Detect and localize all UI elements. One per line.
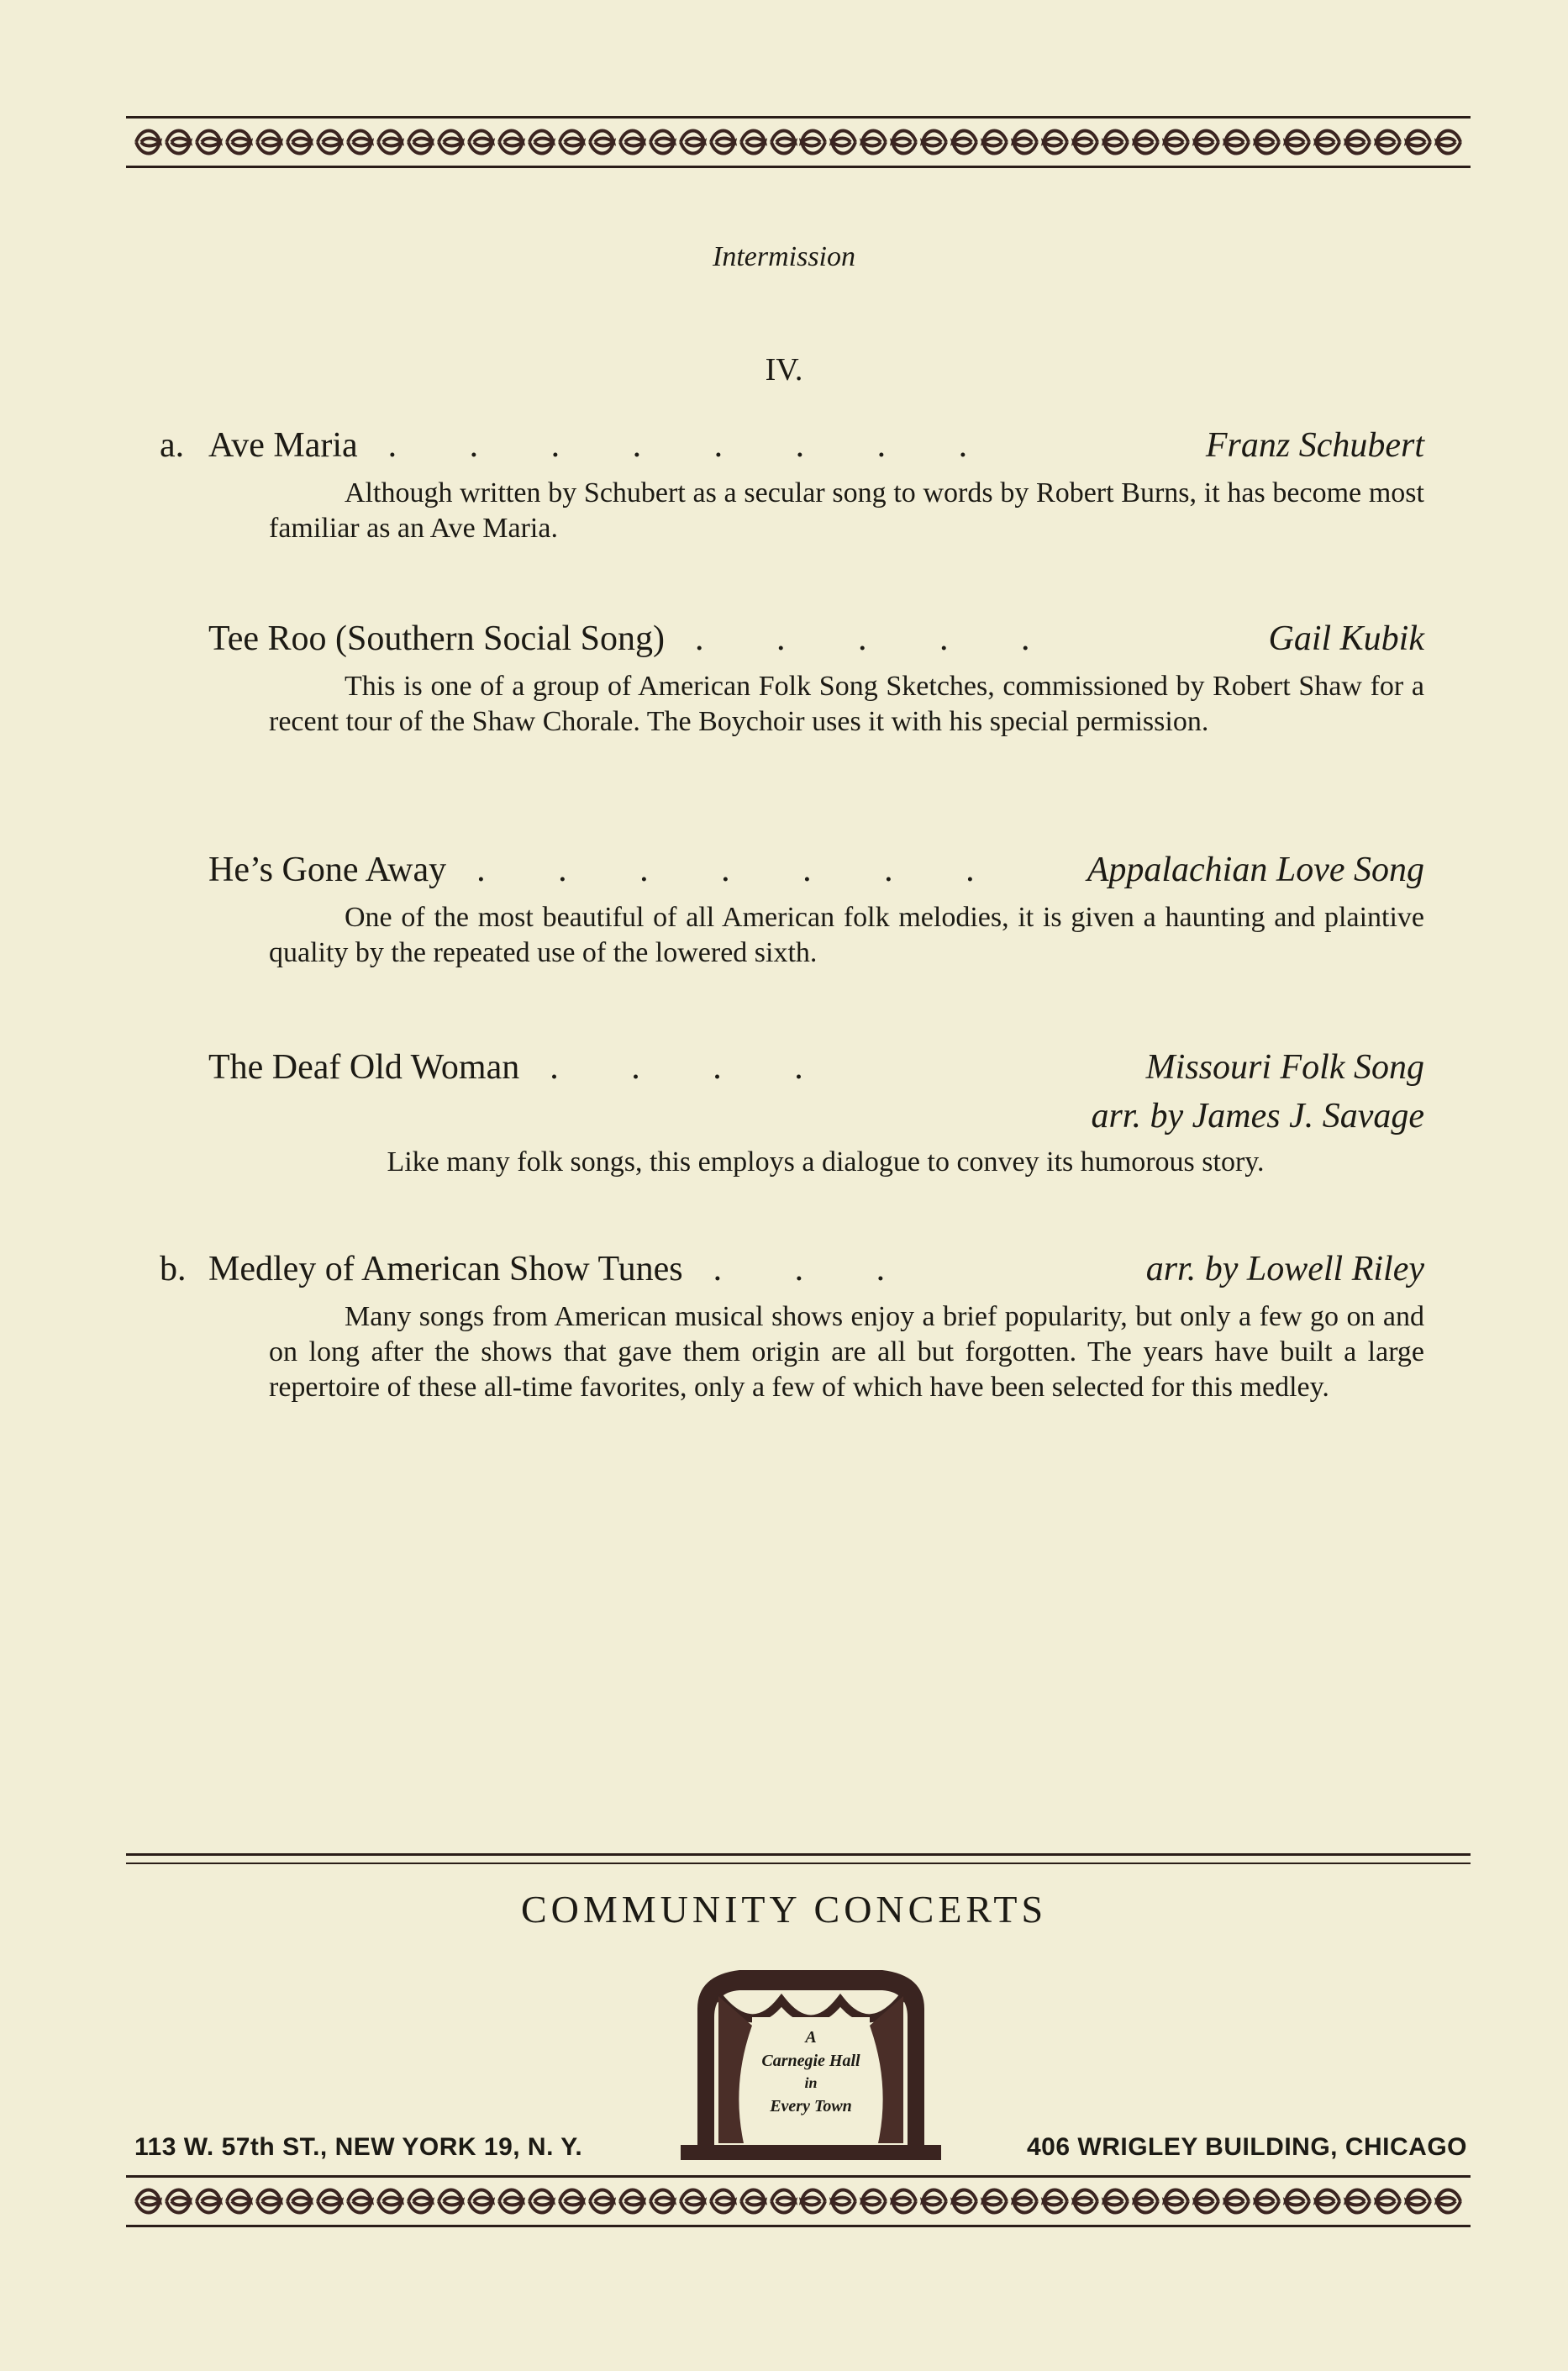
garland-leaf [136, 131, 160, 154]
logo-text-in: in [804, 2074, 818, 2091]
garland-leaf [1134, 131, 1158, 154]
top-ornament-rule-lower [126, 166, 1471, 168]
garland-leaf [862, 131, 886, 154]
logo-text-every-town: Every Town [770, 2097, 852, 2115]
garland-leaf [1437, 131, 1460, 154]
garland-leaf [892, 2190, 916, 2213]
garland-leaf [499, 131, 523, 154]
bottom-ornament-rule-lower [126, 2225, 1471, 2227]
garland-leaf [529, 131, 553, 154]
garland-leaf [862, 2190, 886, 2213]
item-composer: Gail Kubik [1268, 619, 1424, 658]
garland-leaf [1286, 131, 1309, 154]
garland-leaf [681, 131, 704, 154]
item-note: This is one of a group of American Folk Song Sketches, commissioned by Robert Shaw for a recent tour of the Shaw Chorale. The Boychoir uses it with his special permission. [269, 671, 1424, 737]
garland-leaf [166, 131, 190, 154]
item-heading [160, 1042, 1424, 1093]
garland-leaf [348, 2190, 371, 2213]
garland-leaf [711, 131, 734, 154]
garland-leaf [1044, 131, 1067, 154]
leader-dots: . . . [713, 1250, 918, 1288]
garland-leaf [1013, 2190, 1037, 2213]
item-title: The Deaf Old Woman [208, 1048, 520, 1087]
program-item-show-tunes-medley [160, 1244, 1424, 1405]
garland-leaf [832, 2190, 855, 2213]
garland-leaf [408, 131, 432, 154]
garland-leaf [136, 2190, 160, 2213]
garland-leaf [378, 2190, 402, 2213]
garland-leaf [802, 131, 825, 154]
garland-leaf [499, 2190, 523, 2213]
program-item-hes-gone-away [160, 845, 1424, 971]
address-chicago: 406 WRIGLEY BUILDING, CHICAGO [1026, 2133, 1467, 2161]
garland-leaf [1195, 131, 1218, 154]
garland-leaf [620, 131, 644, 154]
garland-leaf [1255, 2190, 1279, 2213]
item-arranger: arr. by James J. Savage [1091, 1097, 1424, 1135]
garland-leaf [166, 2190, 190, 2213]
item-note: Like many folk songs, this employs a dialogue to convey its humorous story. [387, 1146, 1265, 1178]
garland-leaf [590, 2190, 613, 2213]
item-heading [160, 1244, 1424, 1294]
garland-leaf [1104, 2190, 1128, 2213]
item-composer: Appalachian Love Song [1087, 851, 1424, 889]
garland-leaf [832, 131, 855, 154]
garland-leaf [1074, 131, 1097, 154]
garland-leaf [560, 131, 583, 154]
garland-leaf [681, 2190, 704, 2213]
garland-leaf [650, 2190, 674, 2213]
program-item-deaf-old-woman [160, 1042, 1424, 1180]
garland-leaf [1316, 131, 1339, 154]
garland-leaf [983, 131, 1007, 154]
garland-leaf [1437, 2190, 1460, 2213]
carnegie-hall-stage-logo [672, 1958, 950, 2164]
garland-leaf [378, 131, 402, 154]
garland-leaf [953, 131, 976, 154]
item-note: Although written by Schubert as a secular song to words by Robert Burns, it has become most familiar as an Ave Maria. [269, 477, 1424, 544]
footer-double-rule [126, 1853, 1471, 1864]
leader-dots: . . . . . . . [476, 851, 1007, 889]
garland-leaf [1195, 2190, 1218, 2213]
garland-leaf [257, 131, 281, 154]
item-title: Medley of American Show Tunes [208, 1250, 683, 1288]
garland-leaf [983, 2190, 1007, 2213]
garland-leaf [1044, 2190, 1067, 2213]
garland-leaf [257, 2190, 281, 2213]
garland-leaf [1165, 131, 1188, 154]
garland-leaf [439, 2190, 462, 2213]
community-concerts-title: COMMUNITY CONCERTS [520, 1888, 1048, 1931]
garland-leaf [469, 2190, 492, 2213]
garland-leaf [802, 2190, 825, 2213]
intermission-label: Intermission [713, 241, 855, 272]
garland-leaf [227, 2190, 250, 2213]
garland-leaf [1407, 2190, 1430, 2213]
item-letter: b. [160, 1250, 187, 1288]
garland-leaf [1104, 131, 1128, 154]
garland-leaf [1286, 2190, 1309, 2213]
garland-leaf [1134, 2190, 1158, 2213]
program-item-ave-maria [160, 420, 1424, 546]
garland-leaf [439, 131, 462, 154]
garland-leaf [1225, 2190, 1249, 2213]
item-note: One of the most beautiful of all American folk melodies, it is given a haunting and plaintive quality by the repeated use of the lowered sixth. [269, 902, 1424, 968]
garland-leaf [318, 2190, 341, 2213]
garland-leaf [227, 131, 250, 154]
garland-leaf [529, 2190, 553, 2213]
garland-leaf [741, 2190, 765, 2213]
garland-leaf [892, 131, 916, 154]
item-title: He’s Gone Away [208, 851, 447, 889]
item-title: Tee Roo (Southern Social Song) [208, 619, 665, 658]
garland-leaf [1346, 2190, 1370, 2213]
garland-leaf [1346, 131, 1370, 154]
garland-leaf [348, 131, 371, 154]
leaf-garland-bottom [126, 2183, 1471, 2220]
garland-leaf [287, 131, 311, 154]
garland-leaf [953, 2190, 976, 2213]
leaf-garland-top [126, 124, 1471, 161]
garland-leaf [711, 2190, 734, 2213]
bottom-ornament-rule-upper [126, 2175, 1471, 2178]
garland-leaf [620, 2190, 644, 2213]
item-heading [160, 845, 1424, 895]
footer-rule-lower [126, 1863, 1471, 1864]
garland-leaf [469, 131, 492, 154]
garland-leaf [771, 131, 795, 154]
garland-leaf [1316, 2190, 1339, 2213]
leader-dots: . . . . [550, 1048, 835, 1087]
garland-leaf [1255, 131, 1279, 154]
garland-leaf [408, 2190, 432, 2213]
item-heading [160, 420, 1424, 471]
garland-leaf [1376, 2190, 1400, 2213]
top-ornament-border [126, 116, 1471, 168]
garland-leaf [1074, 2190, 1097, 2213]
garland-leaf [287, 2190, 311, 2213]
logo-text-carnegie: Carnegie Hall [761, 2052, 860, 2070]
program-item-tee-roo [160, 614, 1424, 740]
garland-leaf [1013, 131, 1037, 154]
garland-leaf [197, 131, 220, 154]
item-note: Many songs from American musical shows enjoy a brief popularity, but only a few go on and on long after the shows that gave them origin are all but forgotten. The years have built a large repertoire of these all-time favorites, only a few of which have been selected for this medley. [269, 1301, 1424, 1403]
logo-text-a: A [805, 2028, 817, 2047]
item-composer: Missouri Folk Song [1145, 1048, 1424, 1087]
garland-leaf [1407, 131, 1430, 154]
section-numeral: IV. [765, 352, 803, 387]
item-title: Ave Maria [208, 426, 358, 465]
leader-dots: . . . . . [695, 619, 1062, 658]
garland-leaf [923, 2190, 946, 2213]
garland-leaf [741, 131, 765, 154]
garland-leaf [650, 131, 674, 154]
bottom-ornament-border [126, 2175, 1471, 2227]
leader-dots: . . . . . . . . [387, 426, 1000, 465]
garland-leaf [560, 2190, 583, 2213]
garland-leaf [197, 2190, 220, 2213]
item-letter: a. [160, 426, 185, 465]
garland-leaf [923, 131, 946, 154]
garland-leaf [1165, 2190, 1188, 2213]
garland-leaf [771, 2190, 795, 2213]
garland-leaf [590, 131, 613, 154]
garland-leaf [1225, 131, 1249, 154]
address-new-york: 113 W. 57th ST., NEW YORK 19, N. Y. [134, 2133, 583, 2161]
top-ornament-rule-upper [126, 116, 1471, 119]
garland-leaf [318, 131, 341, 154]
garland-leaf [1376, 131, 1400, 154]
item-heading [160, 614, 1424, 664]
item-composer: Franz Schubert [1205, 426, 1424, 465]
item-composer: arr. by Lowell Riley [1145, 1250, 1424, 1288]
